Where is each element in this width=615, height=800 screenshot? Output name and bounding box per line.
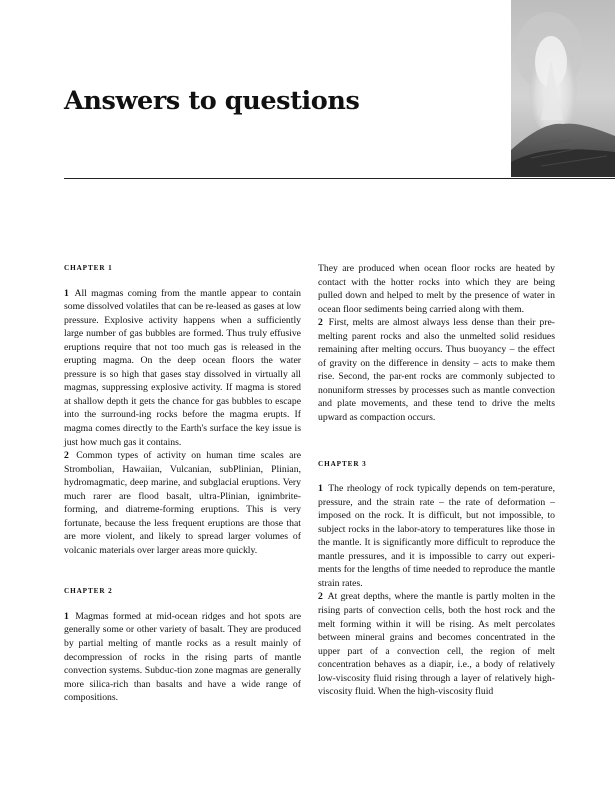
answer-paragraph xyxy=(64,287,301,450)
answer-text: First, melts are almost always less dense than their pre-melting parent rocks and also the unmelted solid residues remaining after melting occurs. Thus buoyancy – the effect of gravity on the difference in density – acts to make them rise. Second, the par-ent rocks are commonly subjected to nonuniform stresses by processes such as mantle convection and plate movements, and these tend to drive the melts upward as compaction occurs. xyxy=(318,317,555,424)
answer-paragraph xyxy=(318,590,555,698)
answer-text: The rheology of rock typically depends on tem-perature, pressure, and the strain rate – the rate of deformation – imposed on the rock. It is difficult, but not impossible, to subject rocks in the labor-atory to temperatures like those in the mantle. It is significantly more difficult to reproduce the mantle pressures, and it is impossible to carry out experi-ments for the lengths of time needed to reproduce the mantle strain rates. xyxy=(318,483,556,589)
answer-number: 1 xyxy=(64,610,69,622)
answer-number: 2 xyxy=(318,317,323,329)
answer-number: 1 xyxy=(64,287,69,299)
right-column xyxy=(318,262,555,699)
page-title: Answers to questions xyxy=(64,86,360,116)
answer-paragraph xyxy=(318,482,555,590)
chapter-heading: CHAPTER 1 xyxy=(64,264,113,272)
volcano-eruption-image xyxy=(511,0,615,177)
answer-continuation: They are produced when ocean floor rocks are heated by contact with the hotter rocks into which they are being pulled down and helped to melt by the presence of water in ocean floor sediments being carried along with them. xyxy=(318,263,555,315)
answer-text: Common types of activity on human time scales are Strombolian, Hawaiian, Vulcanian, subPlinian, Plinian, hydromagmatic, deep marine, and subglacial eruptions. Very much rarer are flood basalt, ultra-Plinian, ignimbrite-forming, and diatreme-forming eruptions. This is very fortunate, because the less frequent eruptions are those that are more violent, and likely to spread larger volumes of volcanic materials over larger areas more quickly. xyxy=(64,450,301,556)
answer-text: At great depths, where the mantle is partly molten in the rising parts of convection cells, both the host rock and the melt forming within it will be rising. As melt percolates between mineral grains and becomes concentrated in the upper part of a convection cell, the region of melt concentration behaves as a diapir, i.e., a body of relatively low-viscosity fluid rising through a layer of relatively high-viscosity fluid. When the high-viscosity fluid xyxy=(318,591,555,698)
title-divider xyxy=(64,178,615,179)
answer-number: 2 xyxy=(64,450,69,462)
answer-text: Magmas formed at mid-ocean ridges and hot spots are generally some or other variety of basalt. They are produced by partial melting of mantle rocks as a result mainly of decompression of rocks in the rising parts of mantle convection systems. Subduc-tion zone magmas are generally more silica-rich than basalts and have a wide range of compositions. xyxy=(64,610,302,704)
answer-number: 1 xyxy=(318,483,323,495)
chapter-heading: CHAPTER 3 xyxy=(318,459,367,468)
answer-number: 2 xyxy=(318,591,323,603)
answer-paragraph xyxy=(64,610,301,705)
left-column xyxy=(64,262,301,705)
answer-paragraph xyxy=(64,449,301,557)
answer-paragraph xyxy=(318,316,555,424)
answer-text: All magmas coming from the mantle appear to contain some dissolved volatiles that can be re-leased as gases at low pressure. Explosive activity happens when a sufficiently large number of gas bubbles are formed. Thus truly effusive eruptions require that not too much gas is released in the erupting magma. On the deep ocean floors the water pressure is so high that gases stay dissolved in virtually all magmas, suppressing explosive activity. If magma is stored at shallow depth it gets the chance for gas bubbles to escape into the surround-ing rocks before the magma erupts. If magma comes directly to the Earth's surface the key issue is just how much gas it contains. xyxy=(64,287,301,448)
chapter-heading: CHAPTER 2 xyxy=(64,587,113,596)
